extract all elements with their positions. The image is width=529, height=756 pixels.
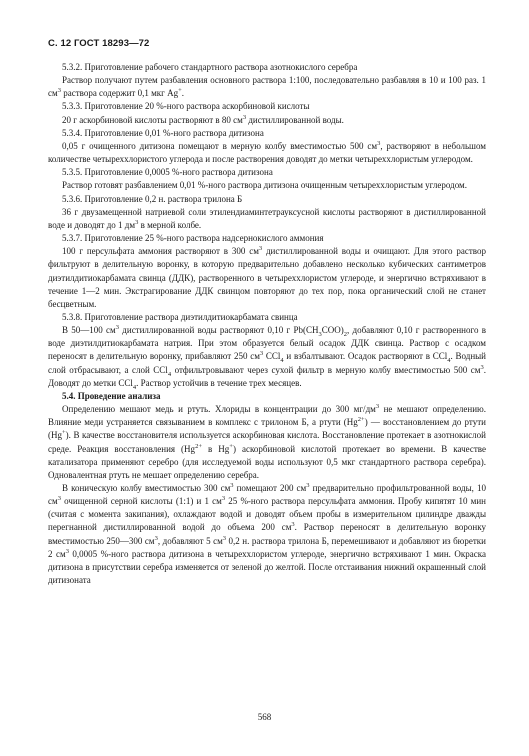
page-number: 568: [257, 712, 272, 722]
section-heading: 5.3.3. Приготовление 20 %-ного раствора аскорбиновой кислоты: [62, 101, 310, 112]
paragraph: 36 г двузамещенной натриевой соли этилендиаминтетрауксусной кислоты растворяют в дистиллированной воде и доводят до 1 $дм^3$ в мерной колбе.: [48, 206, 486, 230]
paragraph: Определению мешают медь и ртуть. Хлориды в концентрации до 300 $мг/дм^3$ не мешают определению. Влияние меди устраняется связыванием в комплекс с трилоном Б, а ртути $(Hg^{2+})$ — восстановлением до ртути (Hg+). В качестве восстановителя используется аскорбиновая кислота. Восстановление протекает в азотнокислой среде. Реакция восстановления ($Hg^{2+}$ в Hg+) аскорбиновой кислотой протекает во времени. В качестве катализатора применяют серебро (для исследуемой воды используют 0,5 мкг стандартного раствора серебра). Одновалентная ртуть не мешает определению серебра.: [48, 403, 487, 480]
paragraph: В коническую колбу вместимостью 300 $см^3$ помещают 200 $см^3$ предварительно профильтрованной воды, 10 $см^3$ очищенной серной кислоты (1:1) и 1 $см^3$ 25 %-ного раствора персульфата аммония. Пробу кипятят 10 мин (считая с момента закипания), охлаждают водой и доводят объем пробы в измерительном цилиндре дважды перегнанной дистиллированной водой до объема 200 $см^3$. Раствор переносят в делительную воронку вместимостью 250—300 $см^3$, добавляют 5 $см^3$ 0,2 н. раствора трилона Б, перемешивают и добавляют из бюретки 2 $см^3$ 0,0005 %-ного раствора дитизона в четыреххлористом углероде, энергично встряхивают 1 мин. Окраска дитизона в присутствии серебра изменяется от зеленой до желтой. После отстаивания нижний окрашенный слой дитизоната: [48, 482, 486, 586]
page-header: С. 12 ГОСТ 18293—72: [48, 38, 150, 49]
section-heading: 5.3.8. Приготовление раствора диэтилдитиокарбамата свинца: [62, 311, 298, 322]
paragraph: 20 г аскорбиновой кислоты растворяют в 80 $см^3$ дистиллированной воды.: [62, 113, 344, 125]
section-heading: 5.3.5. Приготовление 0,0005 %-ного раствора дитизона: [62, 167, 273, 178]
section-heading: 5.3.7. Приготовление 25 %-ного раствора надсернокислого аммония: [62, 233, 324, 244]
section-heading: 5.3.6. Приготовление 0,2 н. раствора трилона Б: [62, 193, 243, 204]
paragraph: В 50—100 $см^3$ дистиллированной воды растворяют 0,10 г $Pb(CH_3COO)_2$, добавляют 0,10 г растворенного в воде диэтилдитиокарбамата натрия. При этом образуется белый осадок ДДК свинца. Раствор с осадком переносят в делительную воронку, прибавляют 250 $см^3$ CCl$_4$ и взбалтывают. Осадок растворяют в CCl$_4$. Водный слой отбрасывают, а слой CCl$_4$ отфильтровывают через сухой фильтр в мерную колбу вместимостью 500 $см^3$. Доводят до метки CCl$_4$. Раствор устойчив в течение трех месяцев.: [48, 324, 487, 391]
section-heading: 5.3.4. Приготовление 0,01 %-ного раствора дитизона: [62, 127, 264, 138]
paragraph: Раствор получают путем разбавления основного раствора 1:100, последовательно разбавляя в 10 и 100 раз. 1 $см^3$ раствора содержит 0,1 мкг Ag+.: [48, 75, 486, 99]
paragraph: Раствор готовят разбавлением 0,01 %-ного раствора дитизона очищенным четыреххлористым углеродом.: [62, 180, 467, 191]
section-heading: 5.4. Проведение анализа: [62, 390, 161, 401]
section-heading: 5.3.2. Приготовление рабочего стандартного раствора азотнокислого серебра: [62, 62, 358, 72]
paragraph: 0,05 г очищенного дитизона помещают в мерную колбу вместимостью 500 $см^3$, растворяют в небольшом количестве четыреххлористого углерода и после растворения доводят до метки четыреххлористым углеродом.: [48, 139, 486, 165]
document-body: [48, 61, 486, 587]
paragraph: 100 г персульфата аммония растворяют в 300 $см^3$ дистиллированной воды и очищают. Для этого раствор фильтруют в делительную воронку, в которую предварительно добавлено несколько кубических сантиметров диэтилдитиокарбамата свинца (ДДК), растворенного в четыреххлористом углероде, и энергично встряхивают в течение 1—2 мин. Экстрагирование ДДК свинцом повторяют до тех пор, пока органический слой не станет бесцветным.: [48, 245, 486, 309]
document-page: [48, 38, 486, 587]
